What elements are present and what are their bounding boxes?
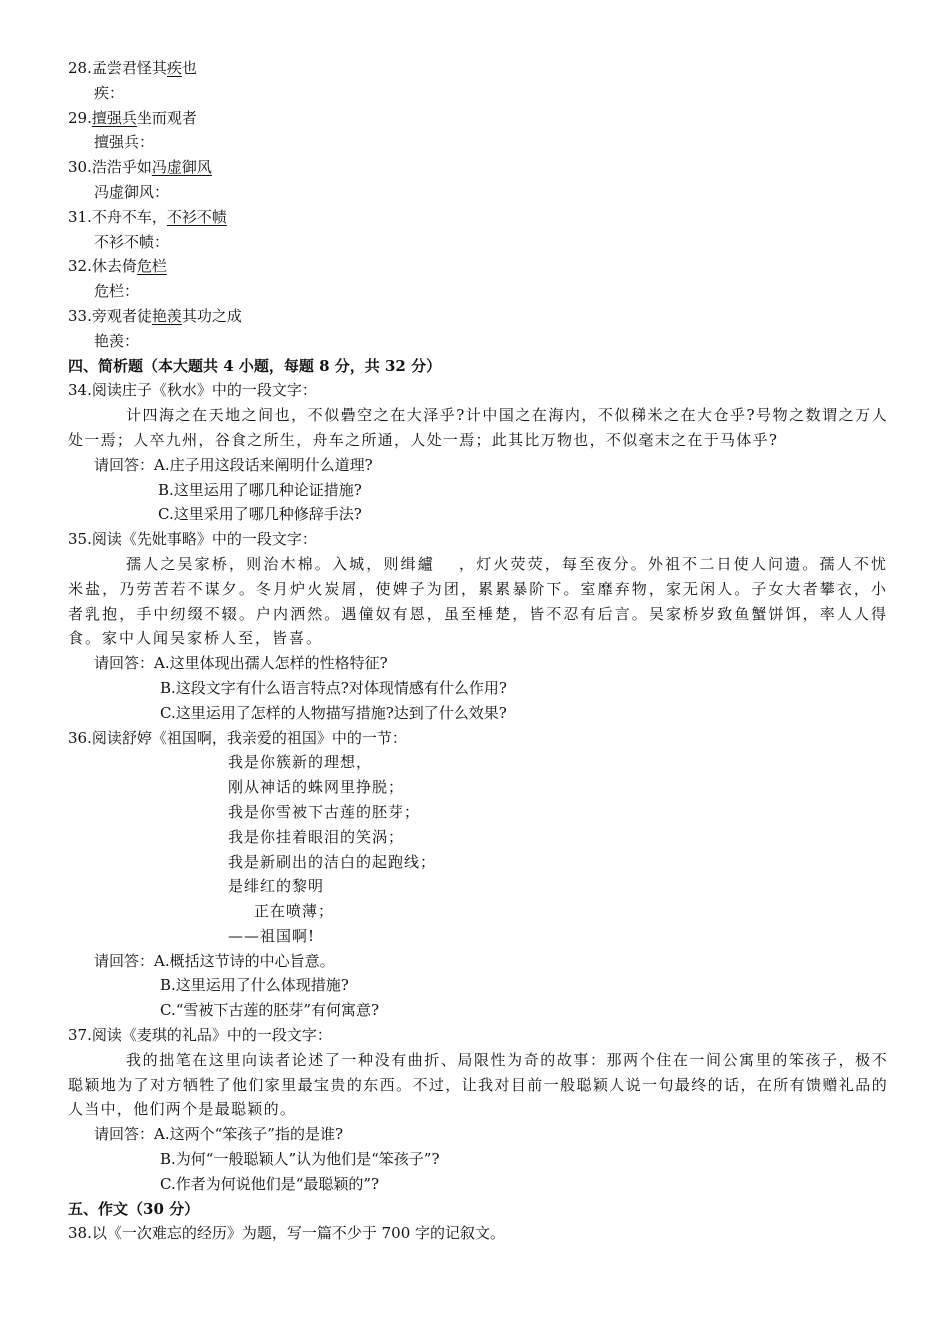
answer-29: 擅强兵： [94, 133, 155, 152]
question-35-passage: 孺人之吴家桥，则治木棉。入城，则缉纑 ，灯火荧荧，每至夜分。外祖不二日使人问遗。孺人不忧米盐，乃劳苦若不谋夕。冬月炉火炭屑，使婢子为团，累累暴阶下。室靡弃物，家无闲人。子女大者攀衣，小者乳抱，手中纫缀不辍。户内洒然。遇僮奴有恩，虽至棰楚，皆不忍有后言。吴家桥岁致鱼蟹饼饵，率人人得食。家中人闻吴家桥人至，皆喜。 [68, 554, 888, 648]
question-34-b: B.这里运用了哪几种论证措施? [158, 480, 362, 499]
question-36-c: C.“雪被下古莲的胚芽”有何寓意? [160, 1001, 380, 1020]
question-33: 33.旁观者徒艳羡其功之成 [68, 306, 242, 325]
poem-line: 刚从神话的蛛网里挣脱； [228, 778, 405, 797]
question-37-passage: 我的拙笔在这里向读者论述了一种没有曲折、局限性为奇的故事：那两个住在一间公寓里的笨孩子，极不聪颖地为了对方牺牲了他们家里最宝贵的东西。不过，让我对目前一般聪颖人说一句最终的话，在所有馈赠礼品的人当中，他们两个是最聪颖的。 [68, 1050, 888, 1119]
question-37-head: 37.阅读《麦琪的礼品》中的一段文字： [68, 1026, 332, 1045]
question-36-b: B.这里运用了什么体现措施? [160, 976, 349, 995]
poem-line: 我是你簇新的理想， [228, 753, 373, 772]
question-37-c: C.作者为何说他们是“最聪颖的”? [160, 1174, 380, 1193]
question-34-a: 请回答：A.庄子用这段话来阐明什么道理? [94, 455, 373, 474]
poem-line: 我是你挂着眼泪的笑涡； [228, 827, 405, 846]
poem-line: 我是新刷出的洁白的起跑线； [228, 852, 437, 871]
question-35-b: B.这段文字有什么语言特点?对体现情感有什么作用? [160, 678, 507, 697]
question-35-a: 请回答：A.这里体现出孺人怎样的性格特征? [94, 654, 388, 673]
question-37-a: 请回答：A.这两个“笨孩子”指的是谁? [94, 1125, 343, 1144]
question-32: 32.休去倚危栏 [68, 257, 167, 276]
answer-33: 艳羡： [94, 331, 140, 350]
question-31: 31.不舟不车，不衫不帻 [68, 207, 227, 226]
question-35-c: C.这里运用了怎样的人物描写措施?达到了什么效果? [160, 703, 507, 722]
poem-line-indented: 正在喷薄； [254, 902, 335, 921]
exam-page [68, 56, 888, 1246]
question-34-passage: 计四海之在天地之间也，不似礨空之在大泽乎?计中国之在海内，不似稊米之在大仓乎?号物之数谓之万人处一焉；人卒九州，谷食之所生，舟车之所通，人处一焉；此其比万物也，不似毫末之在于马体乎? [68, 406, 888, 449]
question-34-c: C.这里采用了哪几种修辞手法? [158, 505, 362, 524]
question-28: 28.孟尝君怪其疾也 [68, 59, 197, 77]
underlined-term: 疾 [166, 59, 182, 77]
answer-31: 不衫不帻： [94, 232, 170, 251]
question-29: 29.擅强兵坐而观者 [68, 108, 197, 127]
question-36-a: 请回答：A.概括这节诗的中心旨意。 [94, 951, 335, 970]
underlined-term: 艳羡 [151, 306, 182, 325]
question-35-head: 35.阅读《先妣事略》中的一段文字： [68, 530, 317, 549]
question-30: 30.浩浩乎如冯虚御风 [68, 158, 212, 177]
answer-28: 疾： [94, 83, 125, 102]
poem-line-last: ——祖国啊! [228, 926, 316, 945]
question-36-head: 36.阅读舒婷《祖国啊，我亲爱的祖国》中的一节： [68, 728, 407, 747]
underlined-term: 危栏 [136, 257, 167, 276]
underlined-term: 不衫不帻 [166, 207, 227, 226]
answer-30: 冯虚御风： [94, 182, 170, 201]
underlined-term: 擅强兵 [91, 108, 137, 127]
question-37-b: B.为何“一般聪颖人”认为他们是“笨孩子”? [160, 1150, 440, 1169]
section-5-title: 五、作文（30 分） [68, 1199, 200, 1218]
answer-32: 危栏： [94, 282, 140, 301]
section-4-title: 四、简析题（本大题共 4 小题，每题 8 分，共 32 分） [68, 356, 442, 375]
poem-line: 我是你雪被下古莲的胚芽； [228, 802, 421, 821]
underlined-term: 冯虚御风 [151, 158, 212, 177]
question-34-head: 34.阅读庄子《秋水》中的一段文字： [68, 381, 317, 400]
poem-line: 是绯红的黎明 [228, 877, 325, 896]
question-38: 38.以《一次难忘的经历》为题，写一篇不少于 700 字的记叙文。 [68, 1224, 506, 1243]
